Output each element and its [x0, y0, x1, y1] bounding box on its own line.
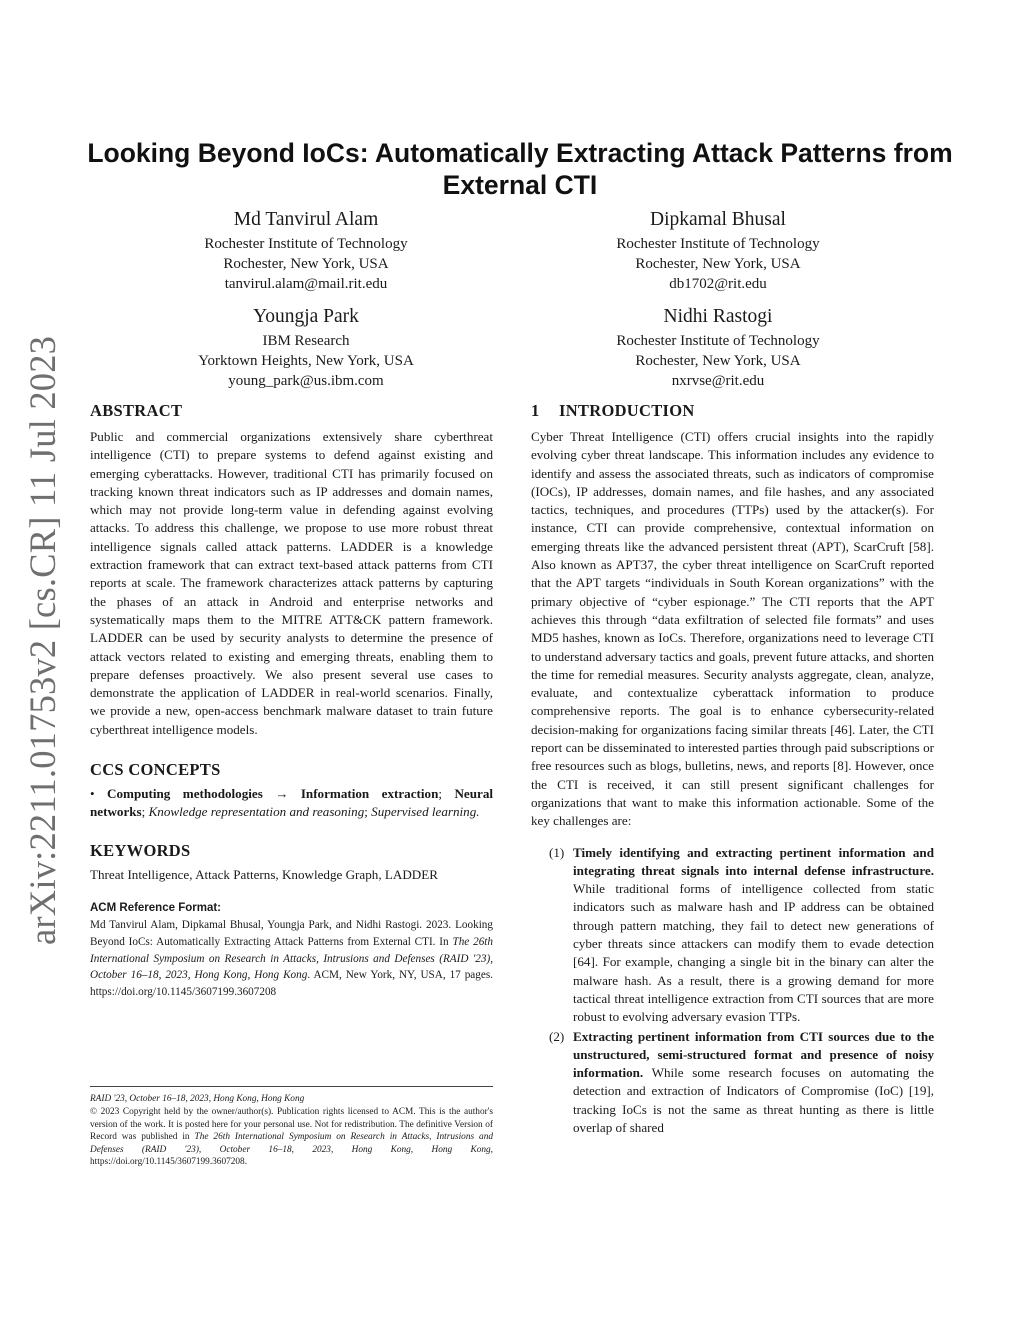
challenge-text: While some research focuses on automating the detection and extraction of Indicators of Compromise (IoC) [19], tracking IoCs is not the same as threat hunting as there is little overlap of shared: [573, 1065, 934, 1135]
ccs-separator: ;: [141, 804, 146, 820]
footnote-venue: RAID '23, October 16–18, 2023, Hong Kong, Hong Kong: [90, 1094, 305, 1104]
abstract-heading: ABSTRACT: [90, 401, 183, 420]
left-column: [90, 400, 493, 1001]
challenge-title: Extracting pertinent information from CTI sources due to the unstructured, semi-structured format and presence of noisy information.: [573, 1028, 934, 1081]
section-number: 1: [531, 401, 540, 420]
footnote-tail: , https://doi.org/10.1145/3607199.3607208.: [90, 1144, 493, 1168]
ccs-term: Knowledge representation and reasoning: [148, 804, 365, 820]
ccs-concepts: [90, 785, 493, 822]
intro-text: Cyber Threat Intelligence (CTI) offers crucial insights into the rapidly evolving cyber threat landscape. This information includes any evidence to identify and assess the associated threats, such as indicators of compromise (IOCs), IP addresses, domain names, and file hashes, and any associated tactics, techniques, and procedures (TTPs) used by the attacker(s). For instance, CTI can provide comprehensive, contextual information on emerging threats like the advanced persistent threat (APT), ScarCruft [58]. Also known as APT37, the cyber threat intelligence on ScarCruft reported that the APT targets “individuals in South Korean organizations” with the primary objective of “cyber espionage.” The CTI reports that the APT achieves this through “data exfiltration of selected file formats” and uses MD5 hashes, known as IoCs. Therefore, organizations need to leverage CTI to understand adversary tactics and goals, prevent future attacks, and shorten the time for remedial measures. Security analysts aggregate, clean, analyze, evaluate, and contextualize cyberattack information to produce comprehensive reports. The goal is to enhance cybersecurity-related decision-making for organizations facing similar threats [46]. Later, the CTI report can be disseminated to interested parties through paid subscriptions or free resources such as blogs, bulletins, news, and reports [8]. However, once the CTI is received, it can still present significant challenges for organizations that want to make this information actionable. Some of the key challenges are:: [531, 429, 934, 829]
ccs-term: Information extraction: [300, 786, 439, 802]
footnote-lead: © 2023 Copyright held by the owner/author(s). Publication rights licensed to ACM. This is the author's version of the work. It is posted here for your personal use. Not for redistribution. The definitive Version of Record was published in: [90, 1107, 493, 1143]
arxiv-stamp: arXiv:2211.01753v2 [cs.CR] 11 Jul 2023: [22, 335, 63, 945]
author-email[interactable]: young_park@us.ibm.com: [228, 373, 384, 389]
ccs-heading: CCS CONCEPTS: [90, 760, 221, 780]
paper-title: Looking Beyond IoCs: Automatically Extracting Attack Patterns from External CTI: [87, 138, 953, 200]
ccs-separator: ;: [364, 804, 368, 820]
copyright-footnote: [90, 1086, 493, 1168]
author-name: Dipkamal Bhusal: [650, 209, 786, 230]
abstract-text: Public and commercial organizations extensively share cyberthreat intelligence (CTI) to prepare systems to defend against existing and emerging cyberattacks. However, traditional CTI has primarily focused on tracking known threat indicators such as IP addresses and domain names, which may not provide long-term value in defending against evolving attacks. To address this challenge, we propose to use more robust threat intelligence signals called attack patterns. LADDER is a knowledge extraction framework that can extract text-based attack patterns from CTI reports at scale. The framework characterizes attack patterns by capturing the phases of an attack in Android and enterprise networks and systematically maps them to the MITRE ATT&CK pattern framework. LADDER can be used by security analysts to determine the presence of attack vectors related to existing and emerging threats, enabling them to prepare defenses proactively. We also present several use cases to demonstrate the application of LADDER in real-world scenarios. Finally, we provide a new, open-access benchmark malware dataset to train future cyberthreat intelligence models.: [90, 429, 493, 737]
acm-ref-venue: The 26th International Symposium on Research in Attacks, Intrusions and Defenses (RAID '23), October 16–18, 2023, Hong Kong, Hong Kong: [90, 935, 493, 982]
author-affiliation: IBM Research: [262, 333, 350, 349]
acm-ref-heading: ACM Reference Format:: [90, 901, 221, 914]
footnote-text: [90, 1106, 493, 1168]
keywords-text: Threat Intelligence, Attack Patterns, Knowledge Graph, LADDER: [90, 866, 438, 882]
challenge-text: While traditional forms of intelligence collected from static indicators such as malware hash and IP address can be obtained through pattern matching, they fail to detect new generations of cyber threats since attackers can modify them to evade detection [64]. For example, changing a single bit in the binary can alter the malware hash. As a result, there is a growing demand for more tactical threat intelligence extraction from CTI sources that are more robust to evolving adversary evasion TTPs.: [573, 881, 934, 1025]
intro-heading: [531, 400, 934, 422]
author-email[interactable]: db1702@rit.edu: [669, 276, 767, 292]
acm-ref-tail: . ACM, New York, NY, USA, 17 pages. https://doi.org/10.1145/3607199.3607208: [90, 969, 493, 999]
acm-ref-text: [90, 917, 493, 1001]
author-email[interactable]: nxrvse@rit.edu: [671, 373, 765, 389]
author-affiliation: Rochester Institute of Technology: [616, 236, 820, 252]
author-block: [518, 207, 918, 294]
author-name: Md Tanvirul Alam: [233, 209, 379, 230]
ccs-term: Supervised learning: [371, 804, 477, 820]
acm-ref-lead: Md Tanvirul Alam, Dipkamal Bhusal, Youngja Park, and Nidhi Rastogi. 2023. Looking Beyond IoCs: Automatically Extracting Attack Patterns from External CTI. In: [90, 918, 493, 948]
list-item: [531, 1028, 934, 1138]
author-affiliation: Rochester Institute of Technology: [616, 333, 820, 349]
ccs-end: .: [476, 804, 480, 820]
list-marker: (2): [549, 1028, 565, 1044]
ccs-term: Neural networks: [90, 786, 493, 820]
author-name: Nidhi Rastogi: [663, 306, 773, 327]
footnote-venue-ref: The 26th International Symposium on Research in Attacks, Intrusions and Defenses (RAID '23), October 16–18, 2023, Hong Kong, Hong Kong: [90, 1132, 493, 1155]
ccs-arrow: →: [275, 786, 289, 802]
author-affiliation: Rochester Institute of Technology: [204, 236, 408, 252]
author-name: Youngja Park: [253, 306, 359, 327]
challenges-list: [531, 844, 934, 1138]
ccs-bullet: •: [90, 786, 95, 802]
ccs-term: Computing methodologies: [107, 786, 263, 802]
author-email[interactable]: tanvirul.alam@mail.rit.edu: [224, 276, 388, 292]
author-location: Rochester, New York, USA: [635, 353, 801, 369]
keywords-heading: KEYWORDS: [90, 840, 191, 860]
ccs-separator: ;: [438, 786, 442, 802]
right-column: [531, 400, 934, 1138]
list-item: [531, 844, 934, 1027]
author-location: Yorktown Heights, New York, USA: [198, 353, 414, 369]
list-marker: (1): [549, 844, 565, 860]
section-title: INTRODUCTION: [559, 401, 695, 420]
challenge-title: Timely identifying and extracting pertinent information and integrating threat signals into internal defense infrastructure.: [573, 844, 934, 878]
author-block: [518, 304, 918, 391]
author-location: Rochester, New York, USA: [635, 256, 801, 272]
author-block: [106, 207, 506, 294]
author-block: [106, 304, 506, 391]
author-location: Rochester, New York, USA: [223, 256, 389, 272]
